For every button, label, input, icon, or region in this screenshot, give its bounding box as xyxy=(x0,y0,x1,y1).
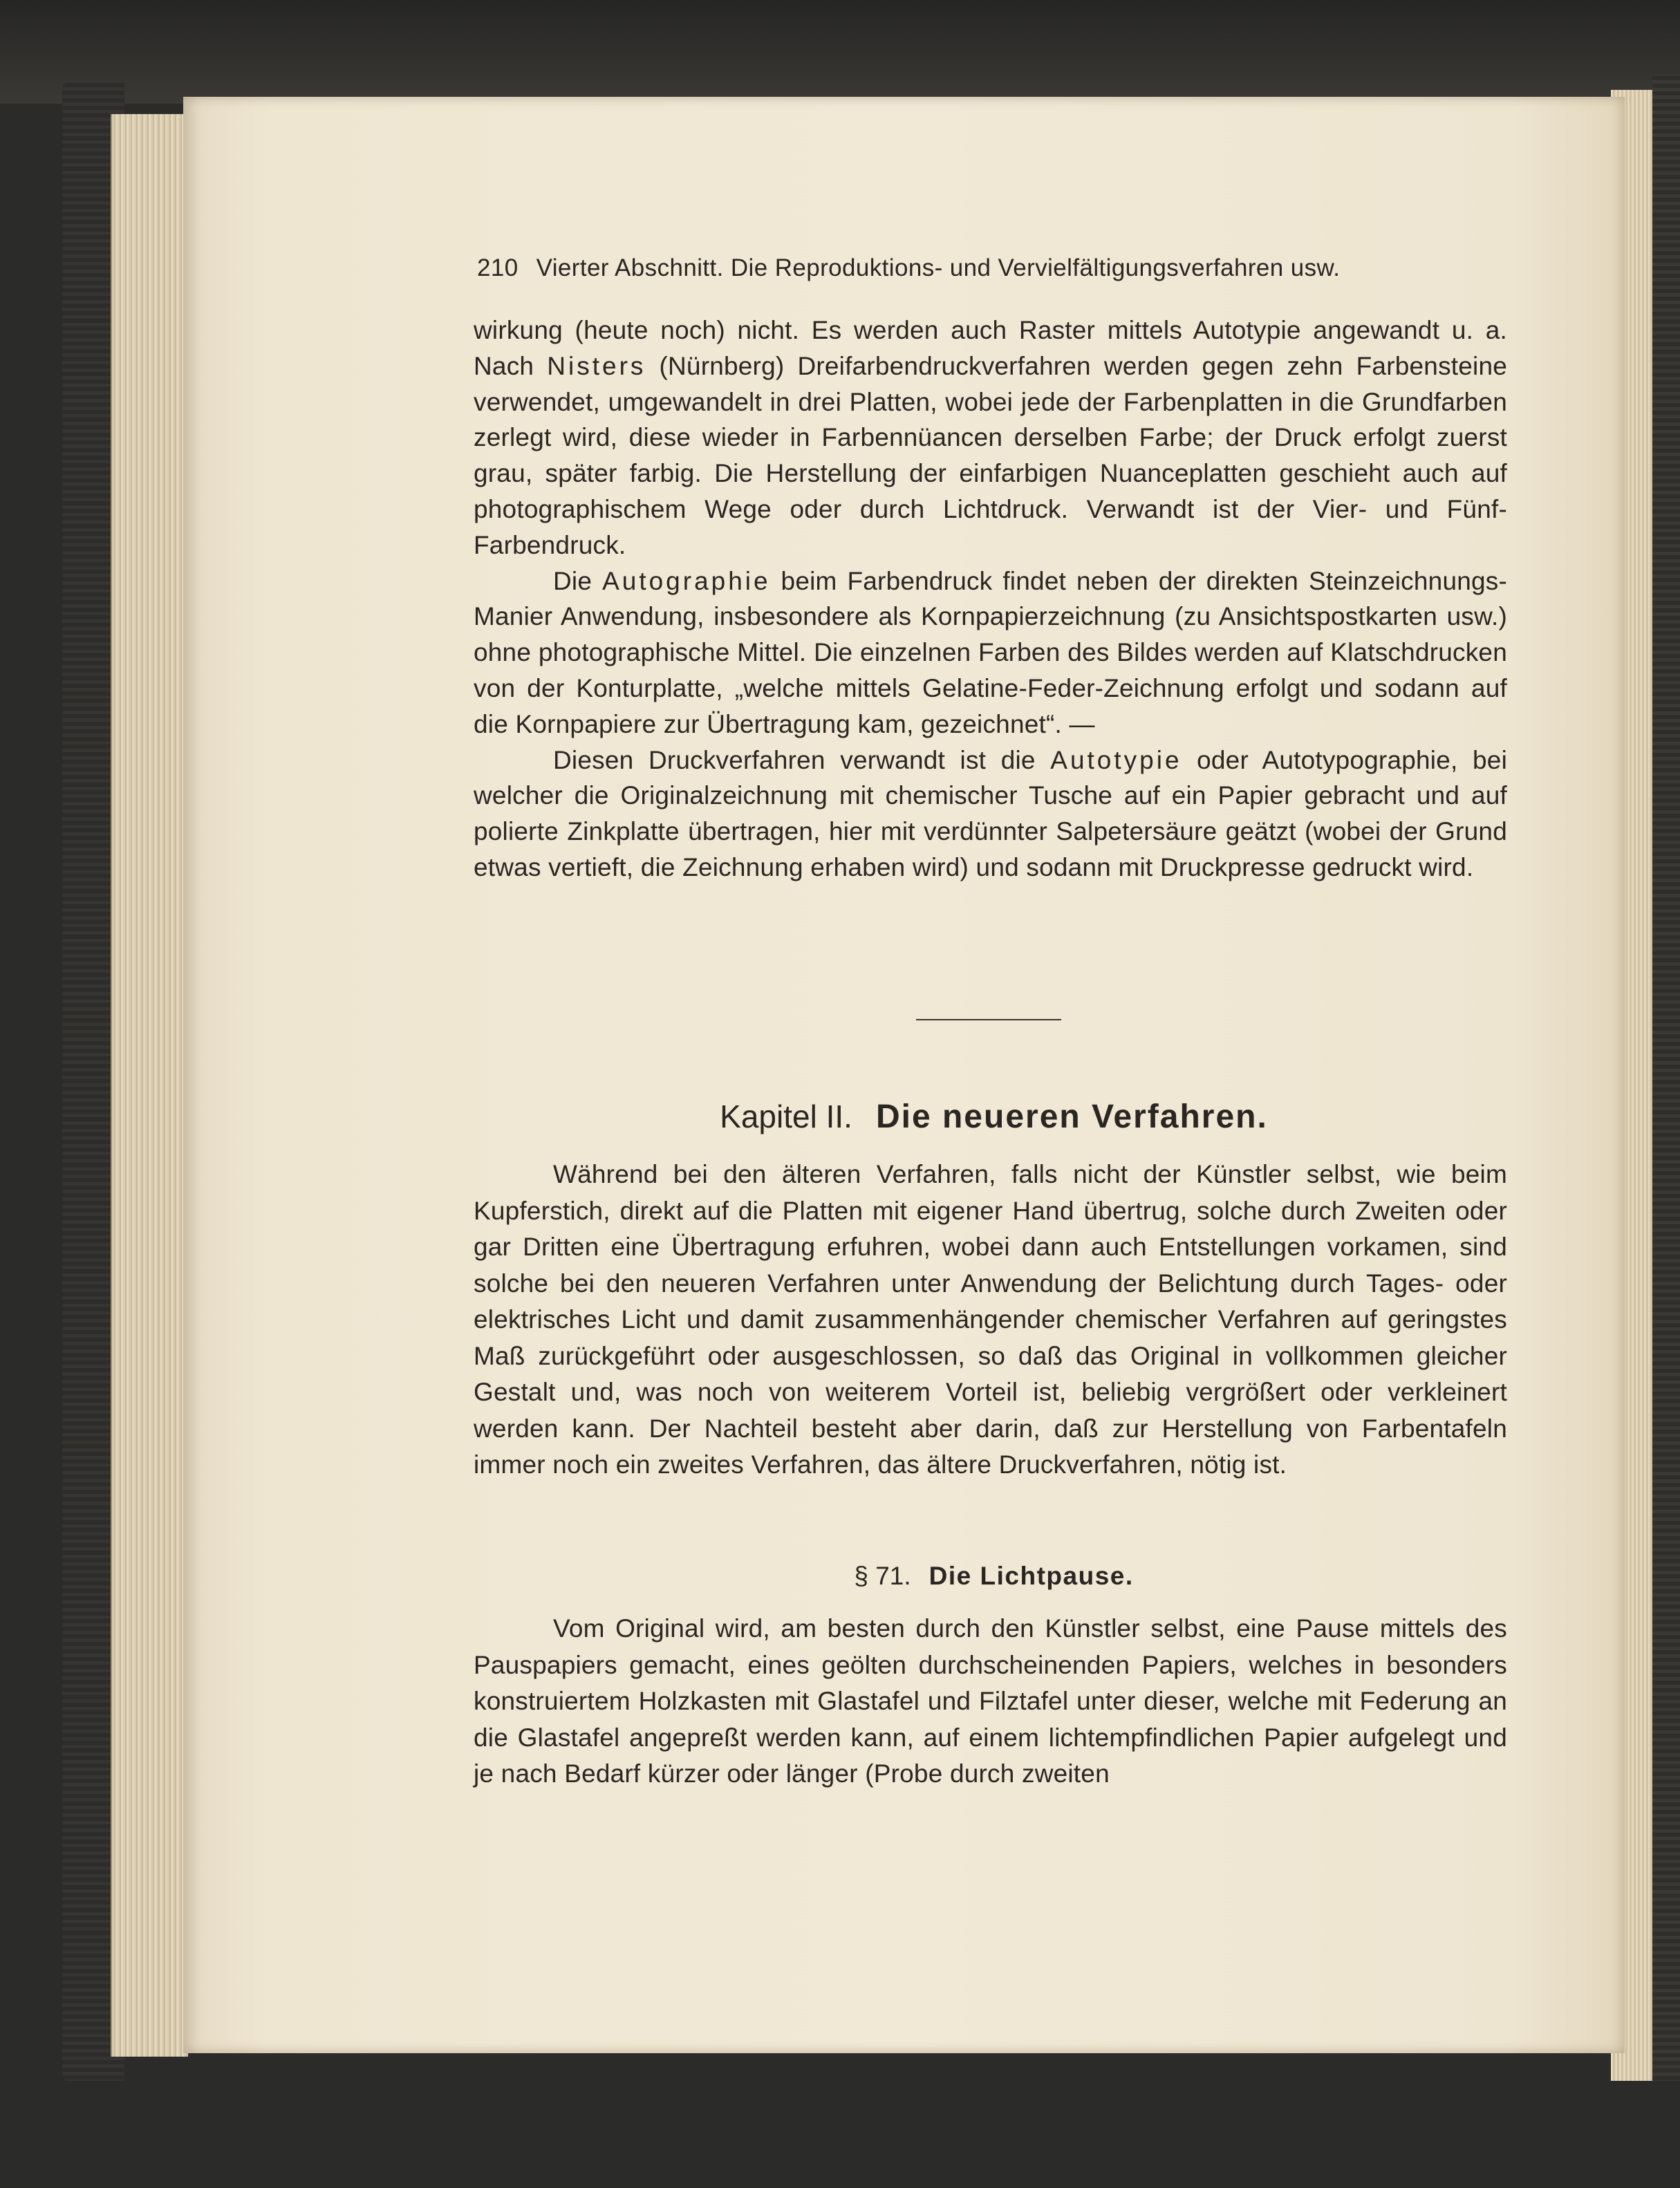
paragraph-1-text: wirkung (heute noch) nicht. Es werden auch Raster mittels Autotypie angewandt u. a. Nach xyxy=(474,316,1507,380)
paragraph-2 xyxy=(474,563,1507,742)
page-edges-left xyxy=(111,114,188,2057)
book-cover-right xyxy=(1652,76,1680,2081)
text-block-chapter xyxy=(474,1157,1507,1484)
section-heading xyxy=(477,1562,1511,1591)
paragraph-3-text: oder Autotypographie, bei welcher die Originalzeichnung mit chemischer Tusche auf ein Papier gebracht und auf polierte Zinkplatte übertragen, hier mit verdünnter Salpetersäure geätzt (wobei der Grund etwas vertieft, die Zeichnung erhaben wird) und sodann mit Druckpresse gedruckt wird. xyxy=(474,745,1508,881)
paragraph-2-text: beim Farbendruck findet neben der direkten Steinzeichnungs-Manier Anwendung, insbesondere als Kornpapierzeichnung (zu Ansichtspostkarten usw.) ohne photographische Mittel. Die einzelnen Farben des Bildes werden auf Klatschdrucken von der Konturplatte, „welche mittels Gelatine-Feder-Zeichnung erfolgt und sodann auf die Kornpapiere zur Übertragung kam, gezeichnet“. — xyxy=(474,566,1507,738)
text-block-section xyxy=(474,1611,1507,1793)
chapter-title: Die neueren Verfahren. xyxy=(875,1098,1268,1135)
section-title: Die Lichtpause. xyxy=(928,1562,1134,1590)
paragraph-4: Während bei den älteren Verfahren, falls nicht der Künstler selbst, wie beim Kupferstich, direkt auf die Platten mit eigener Hand übertrug, solche durch Zweiten oder gar Dritten eine Übertragung erfuhren, wobei dann auch Entstellungen vorkamen, sind solche bei den neueren Verfahren unter Anwendung der Belichtung durch Tages- oder elektrisches Licht und damit zusammenhängender chemischer Verfahren auf geringstes Maß zurückgeführt oder ausgeschlossen, so daß das Original in vollkommen gleicher Gestalt und, was noch von weiterem Vorteil ist, beliebig vergrößert oder verkleinert werden kann. Der Nachteil besteht aber darin, daß zur Herstellung von Farbentafeln immer noch ein zweites Verfahren, das ältere Druckverfahren, nötig ist. xyxy=(474,1160,1507,1479)
paragraph-3 xyxy=(474,742,1507,886)
page-number: 210 xyxy=(477,254,519,281)
text-block-upper xyxy=(474,312,1507,886)
chapter-heading xyxy=(477,1098,1511,1136)
running-head xyxy=(477,254,1435,282)
section-number: § 71. xyxy=(854,1562,911,1590)
paragraph-1 xyxy=(474,312,1507,563)
section-divider-rule xyxy=(916,1019,1061,1020)
running-head-title: Vierter Abschnitt. Die Reproduktions- und Vervielfältigungsverfahren usw. xyxy=(536,254,1341,281)
paragraph-5: Vom Original wird, am besten durch den Künstler selbst, eine Pause mittels des Pauspapiers gemacht, eines geölten durchscheinenden Papiers, welches in besonders konstruiertem Holzkasten mit Glastafel und Filztafel unter dieser, welche mit Federung an die Glastafel angepreßt werden kann, auf einem lichtempfindlichen Papier aufgelegt und je nach Bedarf kürzer oder länger (Probe durch zweiten xyxy=(474,1614,1507,1788)
spaced-name: Nisters xyxy=(547,351,646,380)
spaced-term-autotypie: Autotypie xyxy=(1050,745,1182,774)
chapter-label: Kapitel II. xyxy=(720,1098,852,1134)
background-top xyxy=(0,0,1680,104)
paragraph-3-lead: Diesen Druckverfahren verwandt ist die xyxy=(553,745,1051,774)
spaced-term-autographie: Autographie xyxy=(602,566,771,595)
paragraph-2-lead: Die xyxy=(553,566,603,595)
paragraph-1-text-cont: (Nürnberg) Dreifarbendruckverfahren werden gegen zehn Farbensteine verwendet, umgewandelt in drei Platten, wobei jede der Farbenplatten in die Grundfarben zerlegt wird, diese wieder in Farbennüancen derselben Farbe; der Druck erfolgt zuerst grau, später farbig. Die Herstellung der einfarbigen Nuanceplatten geschieht auch auf photographischem Wege oder durch Lichtdruck. Verwandt ist der Vier- und Fünf-Farbendruck. xyxy=(474,351,1507,559)
